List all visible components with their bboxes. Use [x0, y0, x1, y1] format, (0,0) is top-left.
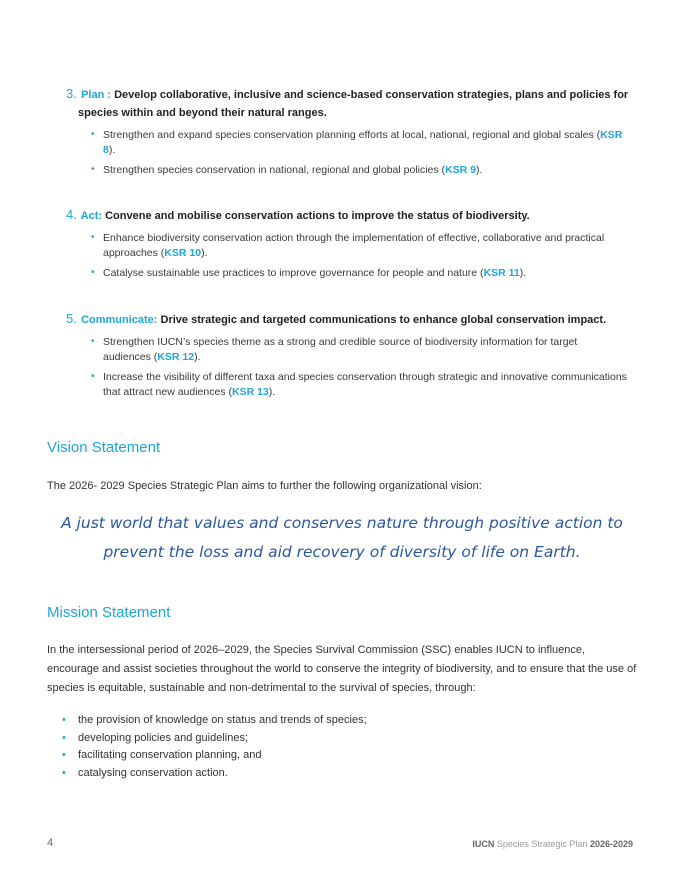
footer-org: IUCN [472, 839, 495, 849]
goal-keyword: Plan : [81, 89, 112, 101]
vision-quote [47, 509, 637, 567]
list-item: • catalysing conservation action. [62, 765, 367, 783]
goal-plan [66, 85, 636, 184]
goal-heading [66, 310, 636, 329]
ksr-reference: KSR 11 [483, 267, 520, 279]
bullet-icon: • [91, 371, 95, 382]
list-item: • the provision of knowledge on status and trends of species; [62, 712, 367, 730]
list-item: • Strengthen IUCN’s species theme as a strong and credible source of biodiversity information for target audiences (KSR 12). [91, 336, 578, 363]
bullet-icon: • [62, 731, 66, 744]
bullet-icon: • [62, 766, 66, 779]
ksr-reference: KSR 12 [157, 350, 195, 363]
goal-bullets [66, 335, 636, 399]
goal-keyword: Act: [80, 210, 103, 222]
vision-quote-line: A just world that values and conserves nature through positive action to [61, 514, 623, 532]
goal-communicate [66, 310, 636, 405]
footer-doc-title: Species Strategic Plan [496, 839, 588, 849]
goal-number: 5. [66, 311, 77, 326]
goal-text: Develop collaborative, inclusive and science-based conservation strategies, plans and policies for [114, 89, 629, 101]
goal-heading [66, 85, 636, 122]
goal-keyword: Communicate: [81, 314, 158, 326]
list-item: • Strengthen and expand species conservation planning efforts at local, national, regional and global scales (KSR 8). [91, 129, 623, 156]
bullet-icon: • [91, 232, 95, 243]
page-number: 4 [47, 837, 54, 849]
list-item: • Enhance biodiversity conservation action through the implementation of effective, collaborative and practical approaches (KSR 10). [91, 232, 605, 259]
footer-years: 2026-2029 [589, 839, 633, 849]
goal-text: Drive strategic and targeted communications to enhance global conservation impact. [160, 314, 607, 326]
ksr-reference: KSR 13 [232, 385, 269, 398]
ksr-reference: KSR 8 [103, 129, 623, 156]
ksr-reference: KSR 9 [445, 164, 476, 176]
list-item: • Strengthen species conservation in national, regional and global policies (KSR 9). [91, 164, 483, 176]
goal-bullets [66, 128, 636, 178]
vision-quote-line: prevent the loss and aid recovery of diversity of life on Earth. [103, 543, 581, 561]
bullet-icon: • [91, 336, 95, 347]
vision-title: Vision Statement [47, 439, 161, 456]
ksr-reference: KSR 10 [164, 246, 202, 259]
bullet-icon: • [62, 749, 66, 761]
goal-number: 4. [66, 207, 77, 222]
goal-bullets [66, 231, 636, 281]
bullet-icon: • [62, 714, 66, 726]
mission-paragraph: In the intersessional period of 2026–2029, the Species Survival Commission (SSC) enables IUCN to influence, encourage and assist societies throughout the world to conserve the integrity of biodiversity, and to ensure that the use of species is equitable, sustainable and non-detrimental to the survival of species, through: [47, 644, 637, 694]
list-item: • developing policies and guidelines; [62, 730, 367, 748]
mission-list [62, 712, 367, 782]
bullet-icon: • [91, 129, 95, 140]
list-item: • Catalyse sustainable use practices to improve governance for people and nature (KSR 11). [91, 267, 527, 279]
goal-text-cont: species within and beyond their natural ranges. [78, 107, 327, 119]
bullet-icon: • [91, 267, 95, 278]
bullet-icon: • [91, 164, 95, 175]
mission-title: Mission Statement [47, 604, 171, 621]
footer-brand [472, 839, 633, 849]
goal-heading [66, 206, 636, 225]
goal-number: 3. [66, 86, 77, 101]
goal-text: Convene and mobilise conservation actions to improve the status of biodiversity. [105, 210, 530, 222]
list-item: • Increase the visibility of different taxa and species conservation through strategic and innovative communications that attract new audiences (KSR 13). [91, 371, 627, 398]
list-item: • facilitating conservation planning, and [62, 747, 367, 765]
vision-intro: The 2026- 2029 Species Strategic Plan aims to further the following organizational vision: [47, 480, 482, 492]
goal-act [66, 206, 636, 287]
